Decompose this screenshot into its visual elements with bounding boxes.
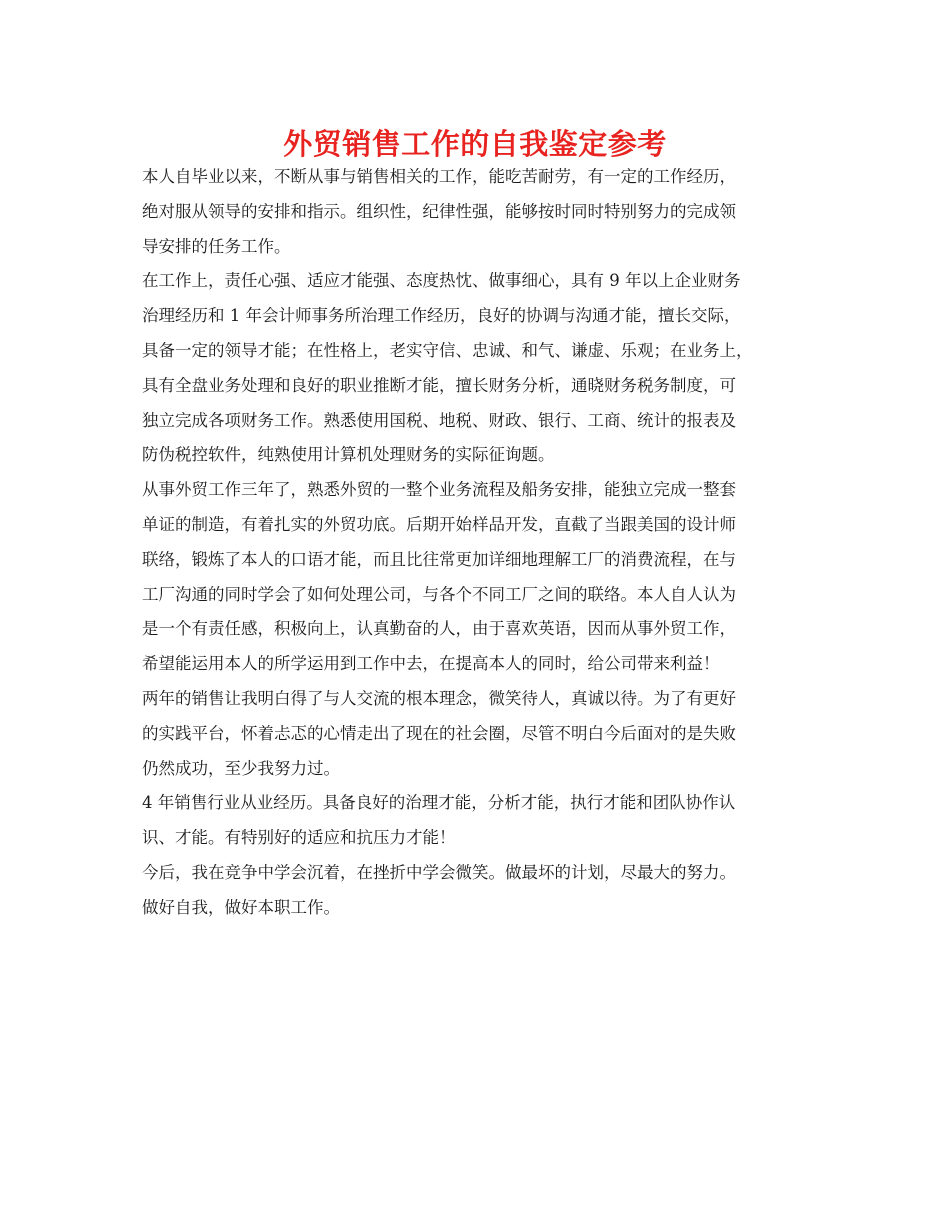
body-line: 独立完成各项财务工作。熟悉使用国税、地税、财政、银行、工商、统计的报表及 [142,410,736,430]
body-line: 希望能运用本人的所学运用到工作中去，在提高本人的同时，给公司带来利益！ [142,654,720,674]
body-line: 本人自毕业以来，不断从事与销售相关的工作，能吃苦耐劳，有一定的工作经历， [142,167,736,186]
body-line: 从事外贸工作三年了，熟悉外贸的一整个业务流程及船务安排，能独立完成一整套 [142,480,736,500]
body-line: 联络，锻炼了本人的口语才能，而且比往常更加详细地理解工厂的消费流程，在与 [142,549,736,569]
body-line: 单证的制造，有着扎实的外贸功底。后期开始样品开发，直截了当跟美国的设计师 [142,514,736,534]
body-line: 绝对服从领导的安排和指示。组织性，纪律性强，能够按时同时特别努力的完成领 [142,201,736,221]
body-line: 工厂沟通的同时学会了如何处理公司，与各个不同工厂之间的联络。本人自人认为 [142,584,736,604]
body-line: 识、才能。有特别好的适应和抗压力才能！ [142,828,456,848]
body-line: 的实践平台，怀着忐忑的心情走出了现在的社会圈，尽管不明白今后面对的是失败 [142,723,736,743]
document-title: 外贸销售工作的自我鉴定参考 [283,127,667,161]
body-line: 4 年销售行业从业经历。具备良好的治理才能，分析才能，执行才能和团队协作认 [142,793,736,813]
body-line: 治理经历和 1 年会计师事务所治理工作经历，良好的协调与沟通才能，擅长交际， [142,306,741,326]
body-line: 仍然成功，至少我努力过。 [142,758,340,778]
body-line: 具有全盘业务处理和良好的职业推断才能，擅长财务分析，通晓财务税务制度，可 [142,375,736,395]
body-line: 具备一定的领导才能；在性格上，老实守信、忠诚、和气、谦虚、乐观；在业务上， [142,340,753,360]
document-body [142,160,832,926]
body-line: 两年的销售让我明白得了与人交流的根本理念，微笑待人，真诚以待。为了有更好 [142,688,736,708]
body-line: 今后，我在竞争中学会沉着，在挫折中学会微笑。做最坏的计划，尽最大的努力。 [142,862,736,882]
body-line: 防伪税控软件，纯熟使用计算机处理财务的实际征询题。 [142,445,555,465]
body-line: 做好自我，做好本职工作。 [142,897,340,917]
body-line: 在工作上，责任心强、适应才能强、态度热忱、做事细心，具有 9 年以上企业财务 [142,271,741,291]
body-line: 导安排的任务工作。 [142,236,291,256]
body-line: 是一个有责任感，积极向上，认真勤奋的人，由于喜欢英语，因而从事外贸工作， [142,619,736,639]
